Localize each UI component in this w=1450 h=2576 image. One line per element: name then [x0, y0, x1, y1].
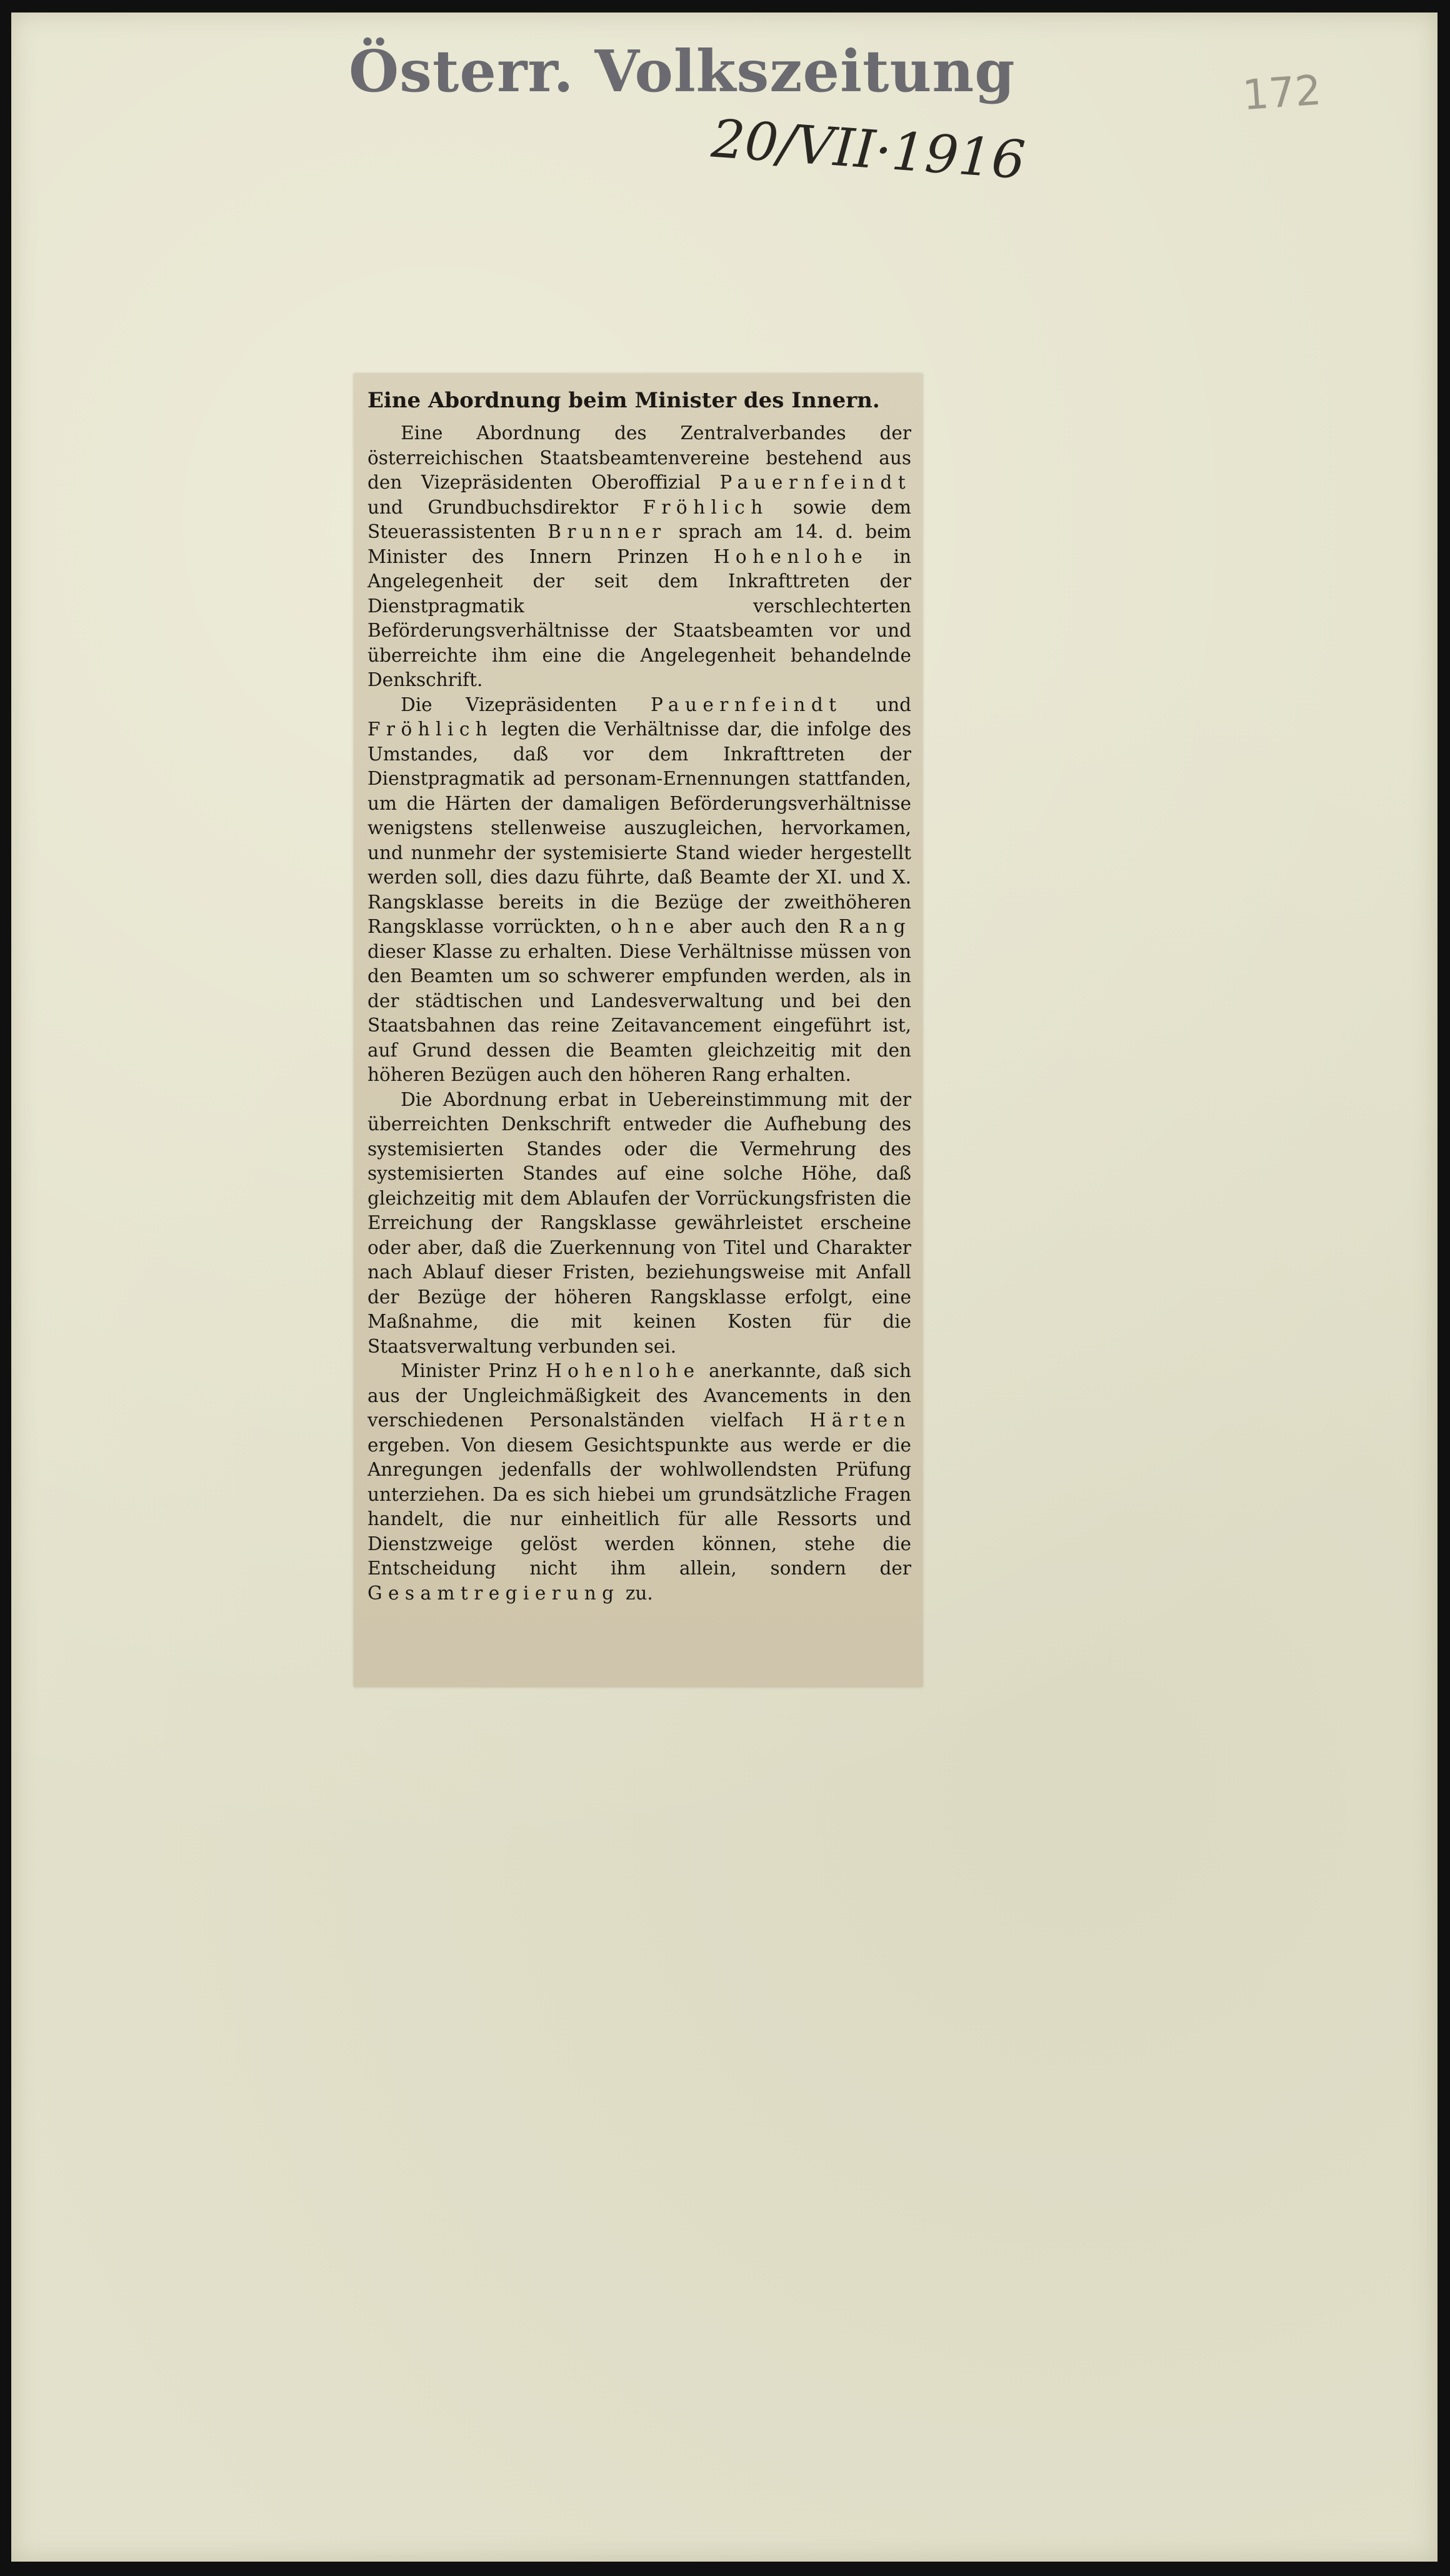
- paragraph-segment: dieser Klasse zu erhalten. Diese Verhältnisse müssen von den Beamten um so schwerer empfunden werden, als in der städtischen und Landesverwaltung und bei den Staatsbahnen das reine Zeitavancement eingeführt ist, auf Grund dessen die Beamten gleichzeitig mit den höheren Bezügen auch den höheren Rang erhalten.: [368, 940, 911, 1085]
- archive-sheet: [11, 12, 1438, 2562]
- paragraph-segment: in Angelegenheit der seit dem Inkrafttreten der Dienstpragmatik verschlechterten Beförderungsverhältnisse der Staatsbeamten vor und überreichte ihm eine die Angelegenheit behandelnde Denkschrift.: [368, 545, 912, 690]
- spaced-name: Fröhlich: [642, 496, 769, 518]
- newspaper-stamp: Österr. Volkszeitung: [349, 37, 1016, 105]
- paragraph-segment: ergeben. Von diesem Gesichtspunkte aus werde er die Anregungen jedenfalls der wohlwollendsten Prüfung unterziehen. Da es sich hiebei um grundsätzliche Fragen handelt, die nur einheitlich für alle Ressorts und Dienstzweige gelöst werden können, stehe die Entscheidung nicht ihm allein, sondern der: [368, 1434, 911, 1579]
- article-paragraph-1: [368, 421, 911, 693]
- paragraph-segment: Die Vizepräsidenten: [401, 694, 651, 715]
- article-paragraph-4: [368, 1359, 911, 1606]
- article-paragraph-3: [368, 1088, 911, 1360]
- spaced-name: Hohenlohe: [713, 545, 869, 567]
- paragraph-segment: und Grundbuchsdirektor: [368, 496, 643, 518]
- spaced-name: Fröhlich: [368, 719, 494, 740]
- spaced-word: Gesamtregierung: [368, 1582, 620, 1604]
- spaced-name: Pauernfeindt: [719, 472, 911, 493]
- paragraph-segment: Eine Abordnung des Zentralverbandes der österreichischen Staatsbeamtenvereine bestehend aus den Vizepräsidenten Oberoffizial: [368, 422, 911, 493]
- spaced-name: Pauernfeindt: [650, 694, 842, 715]
- article-headline: Eine Abordnung beim Minister des Innern.: [368, 388, 880, 413]
- paragraph-segment: und: [842, 694, 911, 715]
- spaced-word: Härten: [809, 1410, 911, 1431]
- folio-number: 172: [1241, 66, 1323, 120]
- spaced-word: ohne: [611, 916, 681, 937]
- spaced-word: Rang: [838, 916, 911, 937]
- paragraph-segment: legten die Verhältnisse dar, die infolge des Umstandes, daß vor dem Inkrafttreten der Dienstpragmatik ad personam-Ernennungen stattfanden, um die Härten der damaligen Beförderungsverhältnisse wenigstens stellenweise auszugleichen, hervorkamen, und nunmehr der systemisierte Stand wieder hergestellt werden soll, dies dazu führte, daß Beamte der XI. und X. Rangsklasse bereits in die Bezüge der zweithöheren Rangsklasse vorrückten,: [368, 719, 911, 937]
- paragraph-segment: Minister Prinz: [401, 1360, 546, 1381]
- paragraph-segment: zu.: [619, 1582, 653, 1604]
- paragraph-segment: sowie dem Steuerassistenten: [368, 496, 911, 542]
- spaced-name: Hohenlohe: [545, 1360, 701, 1381]
- spaced-name: Brunner: [548, 521, 667, 542]
- article-paragraph-2: [368, 693, 911, 1088]
- paragraph-segment: sprach am 14. d. beim Minister des Innern Prinzen: [368, 521, 911, 567]
- handwritten-date: 20/VII·1916: [709, 107, 1028, 191]
- paragraph-segment: Die Abordnung erbat in Uebereinstimmung mit der überreichten Denkschrift entweder die Aufhebung des systemisierten Standes oder die Vermehrung des systemisierten Standes auf eine solche Höhe, daß gleichzeitig mit dem Ablaufen der Vorrückungsfristen die Erreichung der Rangsklasse gewährleistet erscheine oder aber, daß die Zuerkennung von Titel und Charakter nach Ablauf dieser Fristen, beziehungsweise mit Anfall der Bezüge der höheren Rangsklasse erfolgt, eine Maßnahme, die mit keinen Kosten für die Staatsverwaltung verbunden sei.: [368, 1088, 911, 1357]
- newspaper-clipping: [354, 374, 922, 1687]
- paragraph-segment: anerkannte, daß sich aus der Ungleichmäßigkeit des Avancements in den verschiedenen Personalständen vielfach: [368, 1360, 911, 1431]
- paragraph-segment: aber auch den: [680, 916, 839, 937]
